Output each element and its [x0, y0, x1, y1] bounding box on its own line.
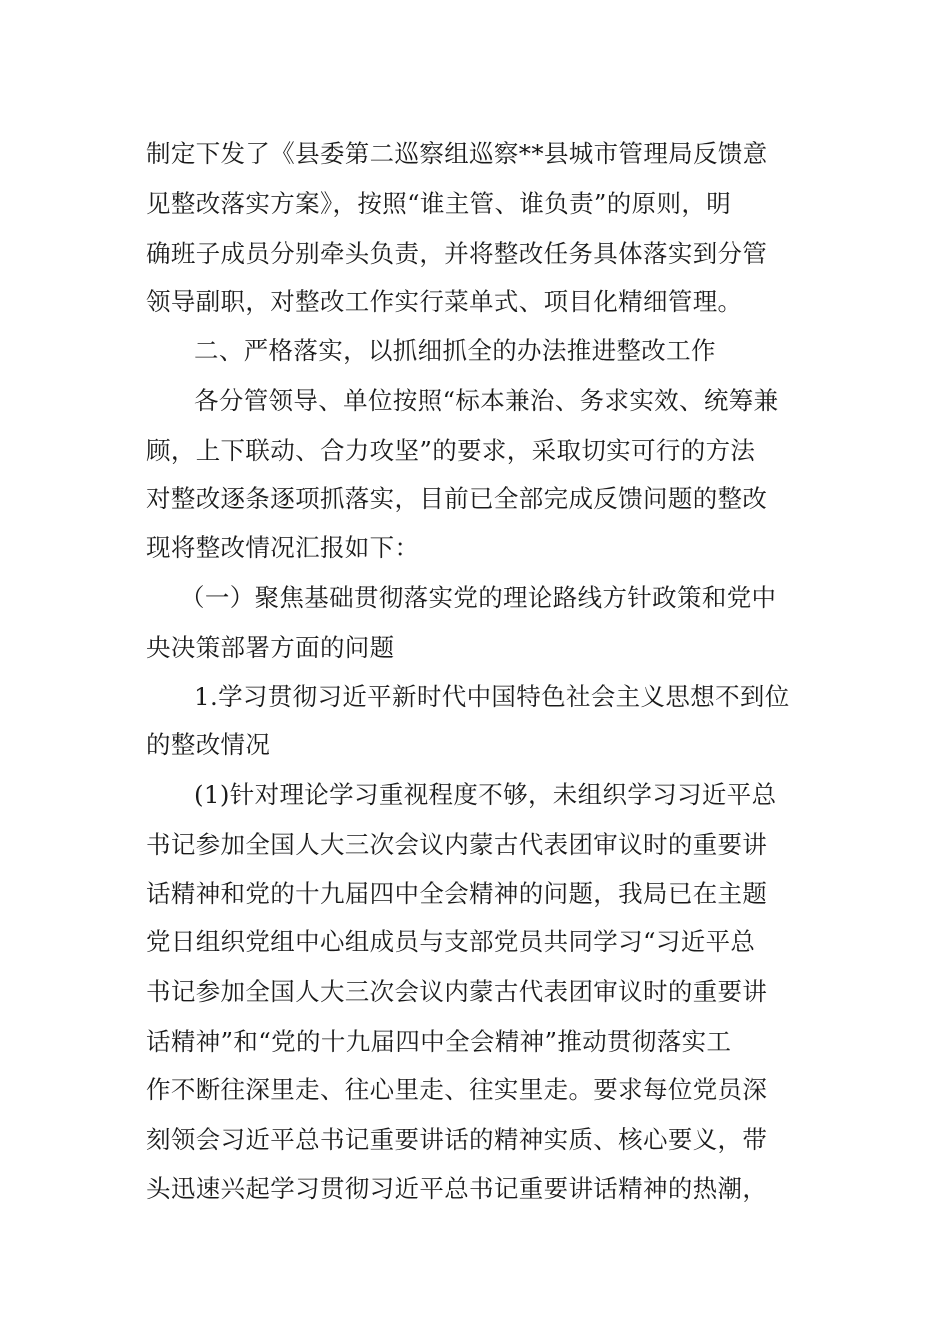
item-heading: 1.学习贯彻习近平新时代中国特色社会主义思想不到位 [194, 682, 790, 711]
paragraph-line: 头迅速兴起学习贯彻习近平总书记重要讲话精神的热潮， [146, 1174, 768, 1203]
paragraph-line: 现将整改情况汇报如下： [146, 533, 420, 562]
paragraph-line: 制定下发了《县委第二巡察组巡察**县城市管理局反馈意 [146, 139, 768, 168]
item-heading-cont: 的整改情况 [146, 730, 271, 759]
paragraph-line: 书记参加全国人大三次会议内蒙古代表团审议时的重要讲 [146, 830, 768, 859]
paragraph-line: 党日组织党组中心组成员与支部党员共同学习“习近平总 [146, 927, 756, 956]
paragraph-line: 顾，上下联动、合力攻坚”的要求，采取切实可行的方法 [146, 436, 756, 465]
paragraph-line: 话精神和党的十九届四中全会精神的问题，我局已在主题 [146, 879, 768, 908]
paragraph-line: 确班子成员分别牵头负责，并将整改任务具体落实到分管 [146, 239, 768, 268]
paragraph-line: (1)针对理论学习重视程度不够，未组织学习习近平总 [194, 780, 777, 809]
paragraph-line: 见整改落实方案》，按照“谁主管、谁负责”的原则，明 [146, 189, 732, 218]
paragraph-line: 刻领会习近平总书记重要讲话的精神实质、核心要义，带 [146, 1125, 768, 1154]
section-heading: 二、严格落实，以抓细抓全的办法推进整改工作 [194, 336, 716, 365]
paragraph-line: 话精神”和“党的十九届四中全会精神”推动贯彻落实工 [146, 1027, 732, 1056]
paragraph-line: 作不断往深里走、往心里走、往实里走。要求每位党员深 [146, 1075, 768, 1104]
subsection-heading-cont: 央决策部署方面的问题 [146, 633, 395, 662]
paragraph-line: 领导副职，对整改工作实行菜单式、项目化精细管理。 [146, 287, 743, 316]
subsection-heading: （一）聚焦基础贯彻落实党的理论路线方针政策和党中 [180, 583, 777, 612]
paragraph-line: 对整改逐条逐项抓落实，目前已全部完成反馈问题的整改 [146, 484, 768, 513]
paragraph-line: 书记参加全国人大三次会议内蒙古代表团审议时的重要讲 [146, 977, 768, 1006]
paragraph-line: 各分管领导、单位按照“标本兼治、务求实效、统筹兼 [194, 386, 779, 415]
